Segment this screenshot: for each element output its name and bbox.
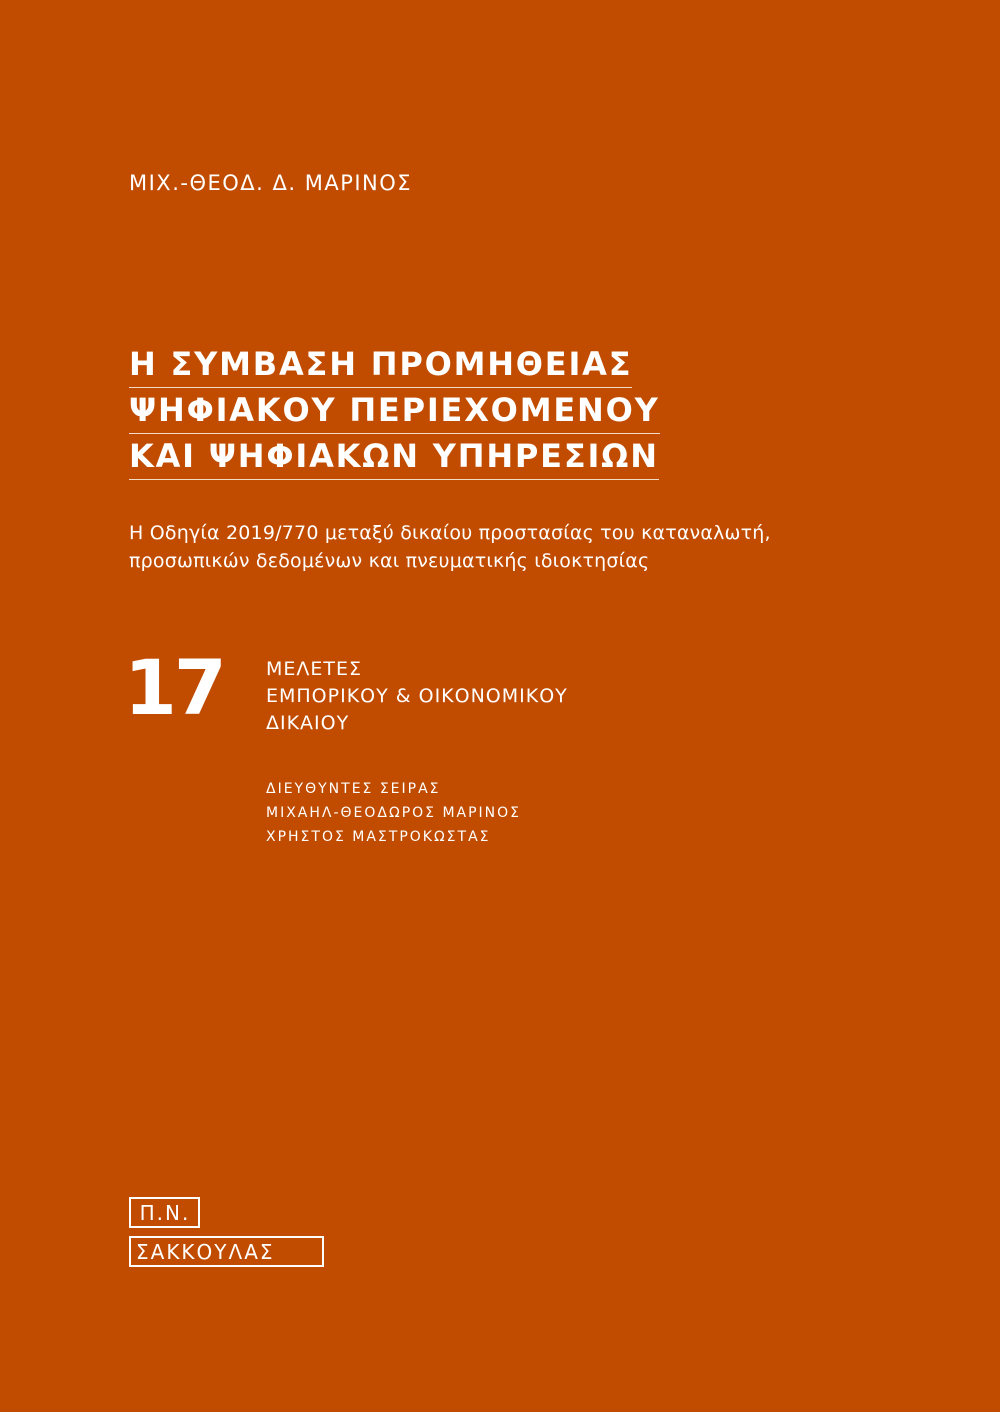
book-title bbox=[129, 342, 660, 480]
series-directors bbox=[266, 777, 521, 849]
publisher-name: ΣΑΚΚΟΥΛΑΣ bbox=[129, 1236, 324, 1267]
directors-heading: ΔΙΕΥΘΥΝΤΕΣ ΣΕΙΡΑΣ bbox=[266, 781, 441, 797]
title-line-3: ΚΑΙ ΨΗΦΙΑΚΩΝ ΥΠΗΡΕΣΙΩΝ bbox=[129, 434, 659, 480]
title-line-1: Η ΣΥΜΒΑΣΗ ΠΡΟΜΗΘΕΙΑΣ bbox=[129, 342, 632, 388]
series-name bbox=[266, 656, 568, 737]
director-1: ΜΙΧΑΗΛ-ΘΕΟΔΩΡΟΣ ΜΑΡΙΝΟΣ bbox=[266, 805, 522, 821]
book-subtitle bbox=[129, 519, 771, 575]
director-2: ΧΡΗΣΤΟΣ ΜΑΣΤΡΟΚΩΣΤΑΣ bbox=[266, 829, 491, 845]
publisher-initials: Π.Ν. bbox=[129, 1197, 200, 1228]
series-name-line-3: ΔΙΚΑΙΟΥ bbox=[266, 712, 350, 734]
title-line-2: ΨΗΦΙΑΚΟΥ ΠΕΡΙΕΧΟΜΕΝΟΥ bbox=[129, 388, 660, 434]
publisher-logo bbox=[129, 1197, 324, 1267]
author-name: ΜΙΧ.-ΘΕΟΔ. Δ. ΜΑΡΙΝΟΣ bbox=[129, 171, 413, 195]
subtitle-line-2: προσωπικών δεδομένων και πνευματικής ιδιοκτησίας bbox=[129, 550, 650, 572]
series-number: 17 bbox=[124, 643, 224, 732]
series-name-line-1: ΜΕΛΕΤΕΣ bbox=[266, 658, 363, 680]
series-name-line-2: ΕΜΠΟΡΙΚΟΥ & ΟΙΚΟΝΟΜΙΚΟΥ bbox=[266, 685, 568, 707]
subtitle-line-1: Η Οδηγία 2019/770 μεταξύ δικαίου προστασίας του καταναλωτή, bbox=[129, 522, 771, 544]
